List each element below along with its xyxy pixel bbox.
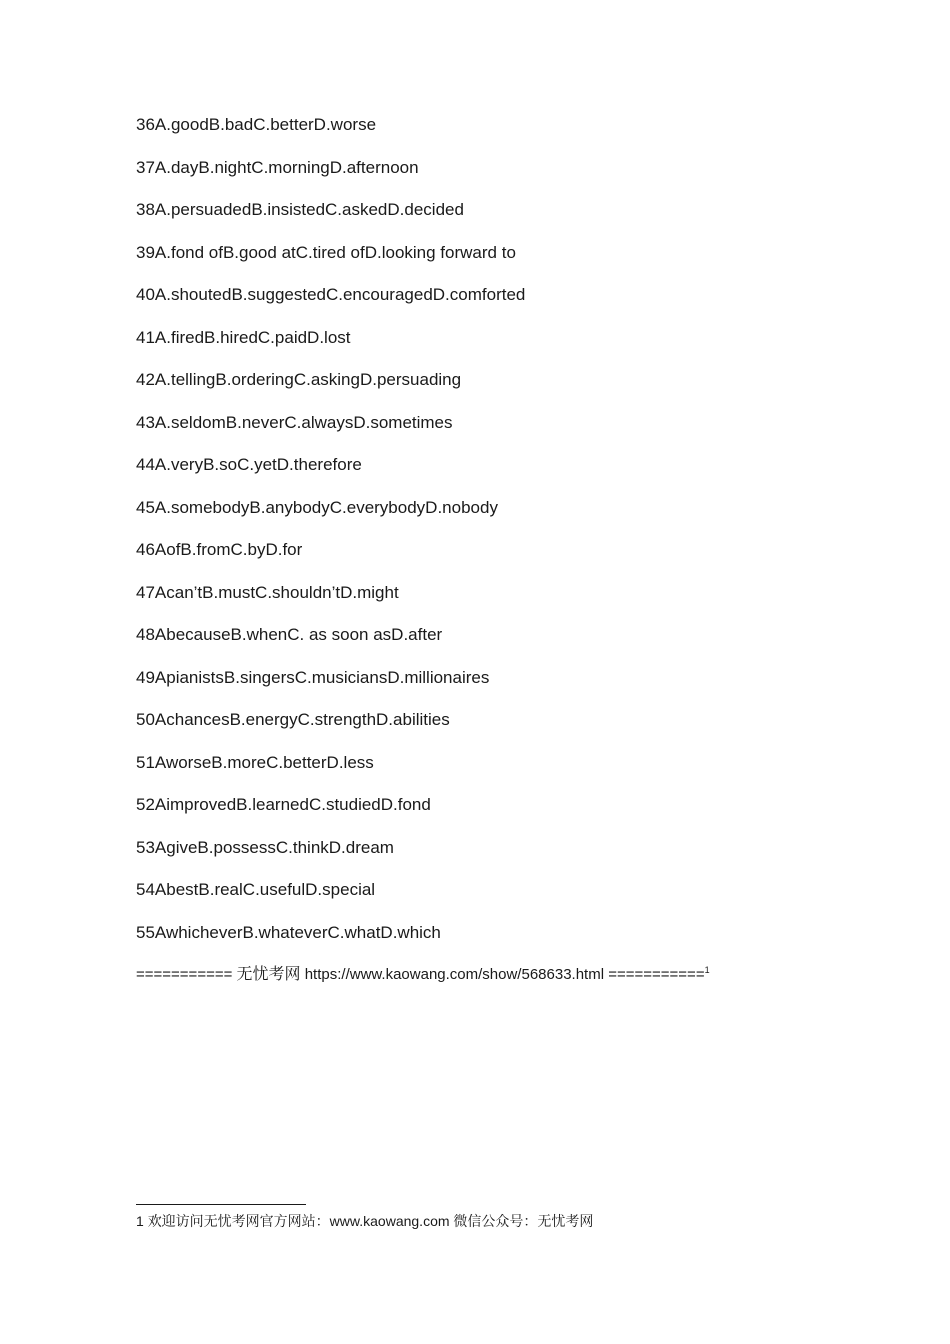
- option-line-54: 54AbestB.realC.usefulD.special: [136, 880, 376, 899]
- source-site-name: 无忧考网: [236, 966, 301, 983]
- option-line-46: 46AofB.fromC.byD.for: [136, 540, 303, 559]
- option-line-48: 48AbecauseB.whenC. as soon asD.after: [136, 625, 443, 644]
- option-line-53: 53AgiveB.possessC.thinkD.dream: [136, 837, 394, 857]
- source-right-rule: ===========: [608, 966, 705, 983]
- option-line-47: 47Acan’tB.mustC.shouldn’tD.might: [136, 582, 399, 602]
- option-line-44: 44A.veryB.soC.yetD.therefore: [136, 455, 362, 474]
- option-line-40: 40A.shoutedB.suggestedC.encouragedD.comforted: [136, 285, 526, 304]
- footnote-number: 1: [136, 1213, 144, 1229]
- footnote-reference[interactable]: 1: [704, 965, 710, 975]
- option-line-55: 55AwhicheverB.whateverC.whatD.which: [136, 922, 441, 942]
- source-line: [136, 964, 710, 986]
- option-line-52: 52AimprovedB.learnedC.studiedD.fond: [136, 795, 431, 814]
- option-line-51: 51AworseB.moreC.betterD.less: [136, 752, 374, 772]
- footnote-separator: [136, 1204, 306, 1205]
- option-line-50: 50AchancesB.energyC.strengthD.abilities: [136, 710, 450, 729]
- option-line-41: 41A.firedB.hiredC.paidD.lost: [136, 327, 351, 347]
- option-line-36: 36A.goodB.badC.betterD.worse: [136, 115, 377, 134]
- footnote: [136, 1211, 593, 1231]
- footnote-text: 欢迎访问无忧考网官方网站：www.kaowang.com 微信公众号：无忧考网: [147, 1213, 594, 1229]
- option-line-43: 43A.seldomB.neverC.alwaysD.sometimes: [136, 412, 453, 432]
- option-line-37: 37A.dayB.nightC.morningD.afternoon: [136, 157, 419, 177]
- option-line-45: 45A.somebodyB.anybodyC.everybodyD.nobody: [136, 497, 498, 517]
- option-line-49: 49ApianistsB.singersC.musiciansD.millionaires: [136, 667, 490, 687]
- source-url-link[interactable]: https://www.kaowang.com/show/568633.html: [304, 966, 605, 983]
- answer-options-list: [136, 114, 525, 964]
- option-line-38: 38A.persuadedB.insistedC.askedD.decided: [136, 200, 464, 219]
- option-line-42: 42A.tellingB.orderingC.askingD.persuading: [136, 370, 462, 389]
- option-line-39: 39A.fond ofB.good atC.tired ofD.looking forward to: [136, 242, 516, 262]
- source-left-rule: ===========: [136, 966, 233, 983]
